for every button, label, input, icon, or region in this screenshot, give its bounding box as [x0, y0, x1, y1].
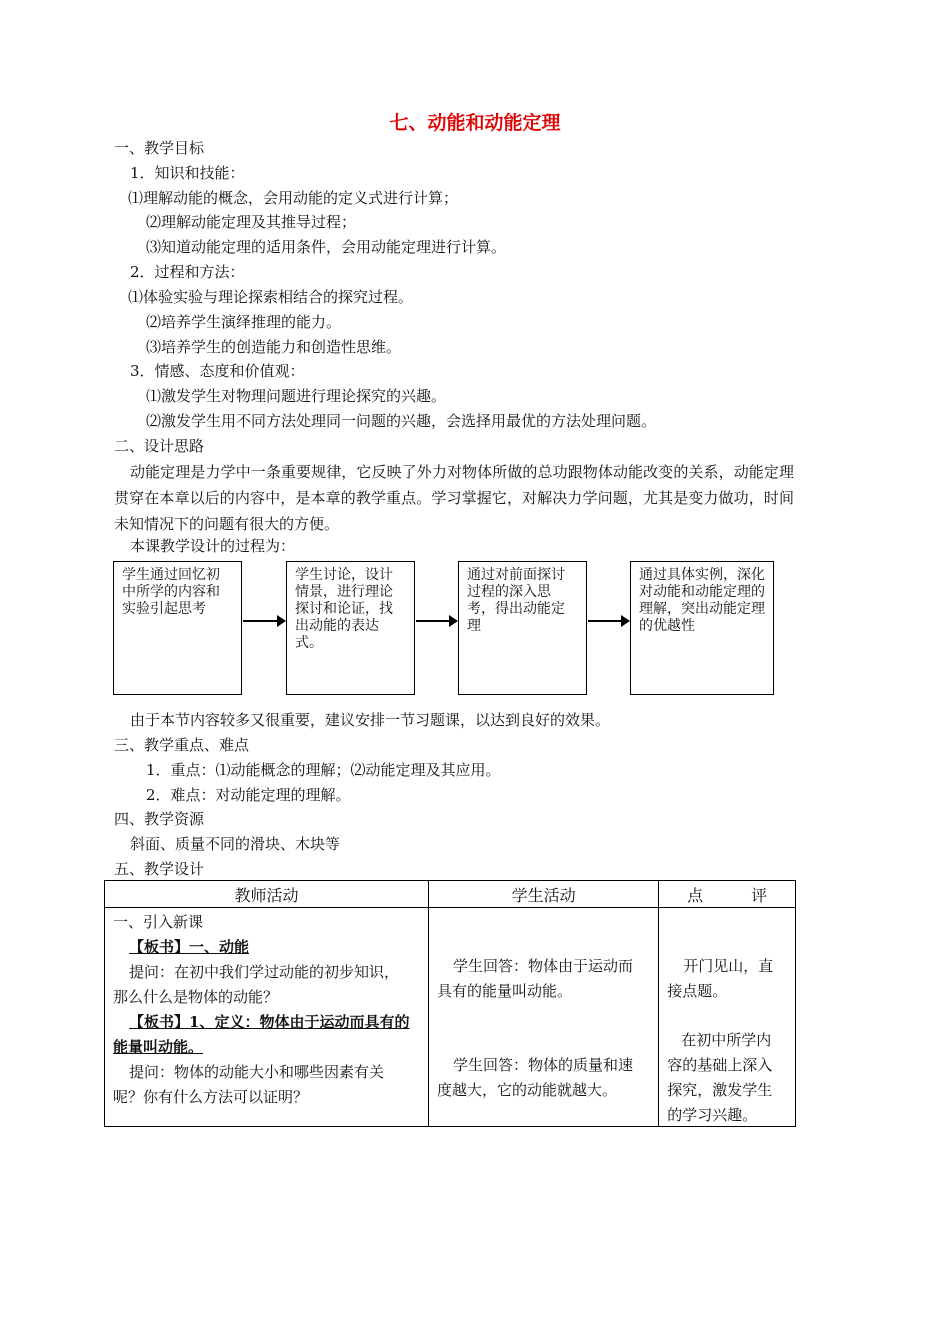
section-1-2-heading: 2．过程和方法：	[130, 263, 245, 281]
comment-line: 开门见山，直	[683, 957, 774, 975]
key-point: 1．重点：⑴动能概念的理解；⑵动能定理及其应用。	[146, 761, 501, 779]
comment-cell	[659, 908, 796, 1127]
flow-arrow	[416, 620, 456, 622]
flow-step-1: 学生通过回忆初中所学的内容和实验引起思考	[113, 561, 242, 695]
teaching-design-table	[104, 880, 796, 1127]
flow-intro: 本课教学设计的过程为：	[130, 537, 296, 555]
header-student: 学生活动	[428, 881, 658, 908]
teacher-line: 那么什么是物体的动能？	[113, 988, 279, 1006]
section-1-heading: 一、教学目标	[114, 139, 205, 157]
teacher-activity-cell	[105, 908, 429, 1127]
section-2-heading: 二、设计思路	[114, 437, 205, 455]
header-comment: 点 评	[659, 881, 796, 908]
section-4-heading: 四、教学资源	[114, 810, 205, 828]
section-3-heading: 三、教学重点、难点	[114, 736, 250, 754]
teacher-line: 呢？你有什么方法可以证明？	[113, 1088, 309, 1106]
section-1-1-heading: 1．知识和技能：	[130, 164, 245, 182]
teacher-line: 提问：物体的动能大小和哪些因素有关	[129, 1063, 385, 1081]
teacher-line: 能量叫动能。	[113, 1038, 204, 1056]
student-activity-cell	[428, 908, 658, 1127]
flow-note: 由于本节内容较多又很重要，建议安排一节习题课，以达到良好的效果。	[130, 711, 611, 729]
flow-step-3: 通过对前面探讨过程的深入思考，得出动能定理	[458, 561, 587, 695]
teacher-line: 一、引入新课	[113, 913, 204, 931]
student-line: 学生回答：物体由于运动而	[452, 957, 633, 975]
page-title: 七、动能和动能定理	[389, 112, 561, 134]
section-1-3-heading: 3．情感、态度和价值观：	[130, 362, 305, 380]
list-item: ⑴体验实验与理论探索相结合的探究过程。	[128, 288, 414, 306]
teacher-line: 提问：在初中我们学过动能的初步知识，	[129, 963, 400, 981]
comment-line: 探究，激发学生	[667, 1081, 773, 1099]
comment-line: 接点题。	[667, 982, 728, 1000]
header-teacher: 教师活动	[105, 881, 429, 908]
student-line: 学生回答：物体的质量和速	[452, 1056, 633, 1074]
flow-arrow	[243, 620, 284, 622]
flow-arrow	[588, 620, 628, 622]
student-line: 具有的能量叫动能。	[436, 982, 572, 1000]
comment-line: 在初中所学内	[681, 1031, 772, 1049]
list-item: ⑵激发学生用不同方法处理同一问题的兴趣，会选择用最优的方法处理问题。	[146, 412, 657, 430]
teacher-line: 【板书】一、动能	[129, 938, 250, 956]
student-line: 度越大，它的动能就越大。	[436, 1081, 617, 1099]
flow-step-4: 通过具体实例，深化对动能和动能定理的理解，突出动能定理的优越性	[630, 561, 774, 695]
list-item: ⑵培养学生演绎推理的能力。	[146, 313, 342, 331]
design-paragraph: 动能定理是力学中一条重要规律，它反映了外力对物体所做的总功跟物体动能改变的关系，动能定理贯穿在本章以后的内容中，是本章的教学重点。学习掌握它，对解决力学问题，尤其是变力做功，时间未知情况下的问题有很大的方便。	[114, 463, 794, 533]
flow-step-2: 学生讨论，设计情景，进行理论探讨和论证，找出动能的表达式。	[286, 561, 415, 695]
comment-line: 容的基础上深入	[667, 1056, 773, 1074]
section-5-heading: 五、教学设计	[114, 860, 205, 878]
comment-line: 的学习兴趣。	[667, 1106, 758, 1124]
resources-text: 斜面、质量不同的滑块、木块等	[130, 835, 341, 853]
list-item: ⑴理解动能的概念，会用动能的定义式进行计算；	[128, 189, 459, 207]
list-item: ⑵理解动能定理及其推导过程；	[146, 213, 357, 231]
difficult-point: 2．难点：对动能定理的理解。	[146, 786, 351, 804]
list-item: ⑴激发学生对物理问题进行理论探究的兴趣。	[146, 387, 447, 405]
list-item: ⑶知道动能定理的适用条件，会用动能定理进行计算。	[146, 238, 507, 256]
list-item: ⑶培养学生的创造能力和创造性思维。	[146, 338, 402, 356]
teacher-line: 【板书】1、定义：物体由于运动而具有的	[129, 1013, 410, 1031]
